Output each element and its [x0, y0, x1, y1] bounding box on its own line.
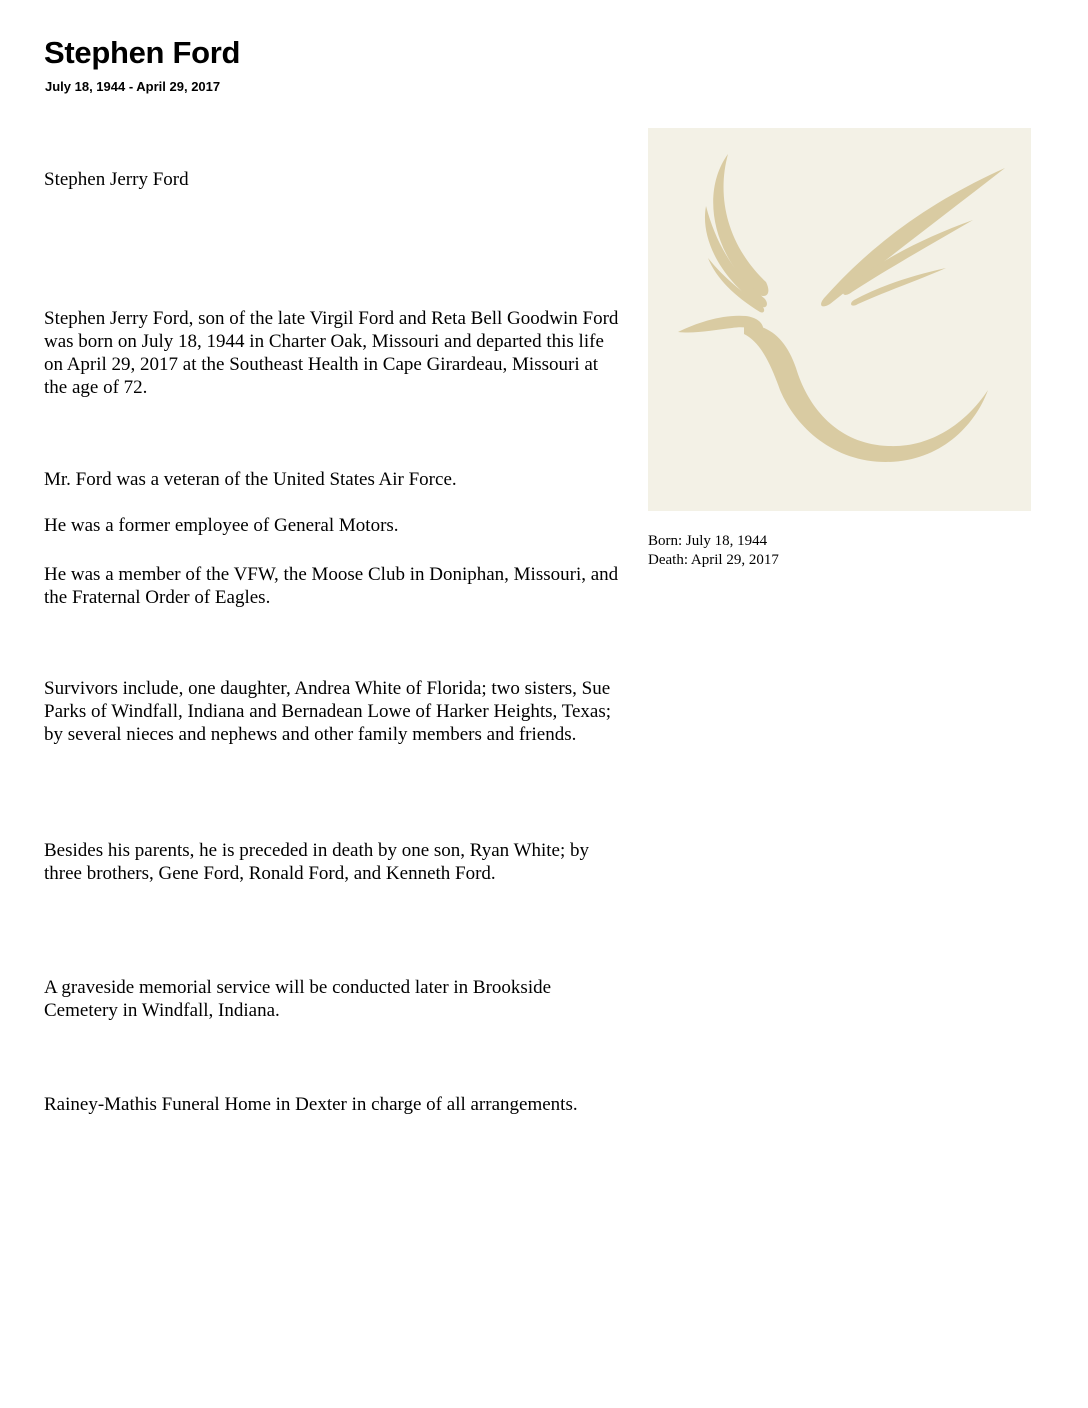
life-dates: July 18, 1944 - April 29, 2017	[45, 79, 221, 94]
obituary-paragraph-arrangements: Rainey-Mathis Funeral Home in Dexter in charge of all arrangements.	[44, 1094, 578, 1115]
death-date: Death: April 29, 2017	[648, 552, 779, 568]
dove-icon	[648, 128, 1031, 511]
born-date: Born: July 18, 1944	[648, 533, 768, 549]
obituary-paragraph-preceded: Besides his parents, he is preceded in death by one son, Ryan White; by three brothers, Gene Ford, Ronald Ford, and Kenneth Ford.	[44, 840, 590, 884]
obituary-paragraph-birth: Stephen Jerry Ford, son of the late Virgil Ford and Reta Bell Goodwin Ford was born on July 18, 1944 in Charter Oak, Missouri and departed this life on April 29, 2017 at the Southeast Health in Cape Girardeau, Missouri at the age of 72.	[44, 308, 619, 398]
page-title: Stephen Ford	[44, 35, 241, 70]
obituary-paragraph-memberships: He was a member of the VFW, the Moose Club in Doniphan, Missouri, and the Fraternal Order of Eagles.	[44, 564, 619, 608]
full-name: Stephen Jerry Ford	[44, 169, 189, 190]
obituary-paragraph-employment: He was a former employee of General Motors.	[44, 515, 399, 536]
dove-image	[648, 128, 1031, 511]
obituary-paragraph-survivors: Survivors include, one daughter, Andrea White of Florida; two sisters, Sue Parks of Windfall, Indiana and Bernadean Lowe of Harker Heights, Texas; by several nieces and nephews and other family members and friends.	[44, 678, 612, 745]
obituary-paragraph-service: A graveside memorial service will be conducted later in Brookside Cemetery in Windfall, Indiana.	[44, 977, 552, 1021]
obituary-paragraph-military: Mr. Ford was a veteran of the United States Air Force.	[44, 469, 457, 490]
